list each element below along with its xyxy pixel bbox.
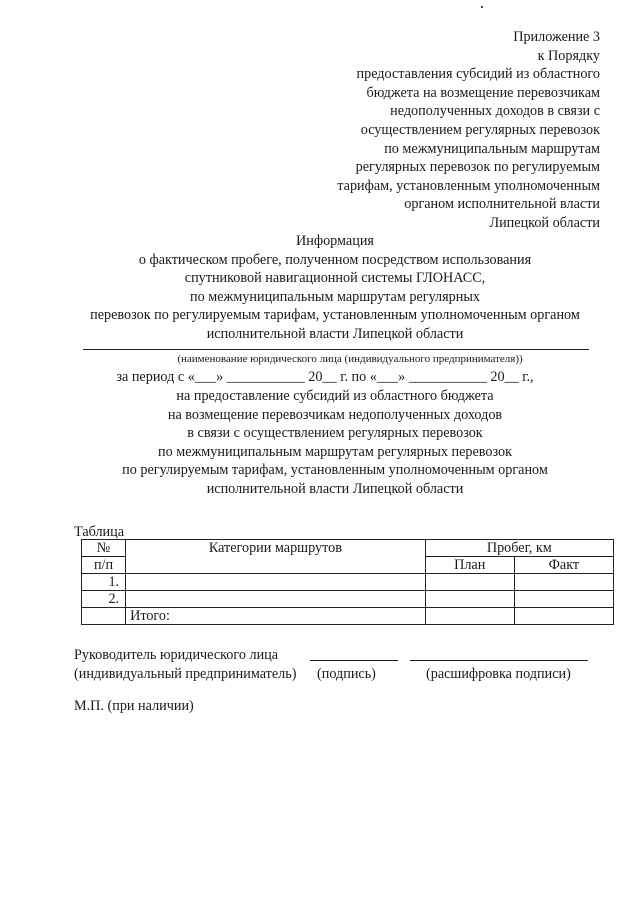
- signature-block: [74, 646, 614, 684]
- heading-line: спутниковой навигационной системы ГЛОНАСС,: [184, 270, 486, 287]
- row-plan-cell[interactable]: [425, 591, 514, 608]
- header-num-top: №: [82, 540, 126, 557]
- total-label: Итого:: [126, 608, 426, 625]
- table-total-row: [82, 608, 614, 625]
- total-num-cell: [82, 608, 126, 625]
- heading-line: перевозок по регулируемым тарифам, установленным уполномоченным органом: [90, 307, 580, 324]
- purpose-line: исполнительной власти Липецкой области: [206, 480, 464, 497]
- total-fact-cell[interactable]: [514, 608, 613, 625]
- purpose-line: в связи с осуществлением регулярных перевозок: [187, 425, 483, 442]
- appendix-line: бюджета на возмещение перевозчикам: [366, 84, 600, 101]
- appendix-line: к Порядку: [537, 47, 600, 64]
- appendix-line: предоставления субсидий из областного: [356, 66, 600, 83]
- entity-name-caption: (наименование юридического лица (индивидуального предпринимателя)): [177, 353, 523, 365]
- signature-row-2: [74, 665, 614, 684]
- appendix-line: регулярных перевозок по регулируемым: [355, 159, 600, 176]
- purpose-line: на возмещение перевозчикам недополученных доходов: [167, 406, 503, 423]
- signature-caption: (подпись): [317, 666, 376, 682]
- appendix-line: Липецкой области: [489, 214, 600, 231]
- routes-mileage-table: [81, 539, 614, 625]
- header-mileage: Пробег, км: [425, 540, 613, 557]
- appendix-line: по межмуниципальным маршрутам: [384, 140, 600, 157]
- signer-title-continued: (индивидуальный предприниматель): [74, 666, 297, 682]
- header-num-bottom: п/п: [82, 557, 126, 574]
- appendix-line: тарифам, установленным уполномоченным: [337, 177, 600, 194]
- reporting-period: за период с «___» ___________ 20__ г. по «___» ___________ 20__ г.,: [116, 369, 534, 385]
- heading-line: исполнительной власти Липецкой области: [206, 325, 464, 342]
- purpose-line: по регулируемым тарифам, установленным уполномоченным органом: [122, 462, 548, 479]
- table-label: Таблица: [74, 524, 125, 540]
- table-row: [82, 574, 614, 591]
- purpose-block: [60, 387, 610, 499]
- heading-line: о фактическом пробеге, полученном посредством использования: [138, 251, 532, 268]
- signature-decode-caption: (расшифровка подписи): [426, 666, 571, 682]
- purpose-line: по межмуниципальным маршрутам регулярных перевозок: [158, 443, 512, 460]
- appendix-block: [280, 28, 600, 233]
- heading-line: по межмуниципальным маршрутам регулярных: [190, 288, 480, 305]
- scan-speck: [481, 6, 483, 8]
- row-category-cell[interactable]: [126, 591, 426, 608]
- row-fact-cell[interactable]: [514, 591, 613, 608]
- appendix-line: Приложение 3: [513, 29, 600, 45]
- row-number: 1.: [82, 574, 126, 591]
- header-category: Категории маршрутов: [126, 540, 426, 574]
- document-heading: [60, 232, 610, 344]
- header-plan: План: [425, 557, 514, 574]
- row-fact-cell[interactable]: [514, 574, 613, 591]
- row-number: 2.: [82, 591, 126, 608]
- row-plan-cell[interactable]: [425, 574, 514, 591]
- total-plan-cell[interactable]: [425, 608, 514, 625]
- purpose-line: на предоставление субсидий из областного бюджета: [176, 388, 494, 404]
- signature-fill-line[interactable]: [310, 660, 398, 661]
- stamp-placeholder: М.П. (при наличии): [74, 698, 194, 714]
- table-header-row: [82, 540, 614, 557]
- entity-name-fill-line[interactable]: [83, 349, 589, 350]
- table-row: [82, 591, 614, 608]
- appendix-line: органом исполнительной власти: [404, 196, 600, 213]
- appendix-line: недополученных доходов в связи с: [390, 103, 600, 120]
- row-category-cell[interactable]: [126, 574, 426, 591]
- signature-decode-fill-line[interactable]: [410, 660, 588, 661]
- signature-row-1: [74, 646, 614, 665]
- appendix-line: осуществлением регулярных перевозок: [360, 121, 600, 138]
- signer-title: Руководитель юридического лица: [74, 647, 279, 663]
- header-fact: Факт: [514, 557, 613, 574]
- document-title: Информация: [296, 233, 374, 249]
